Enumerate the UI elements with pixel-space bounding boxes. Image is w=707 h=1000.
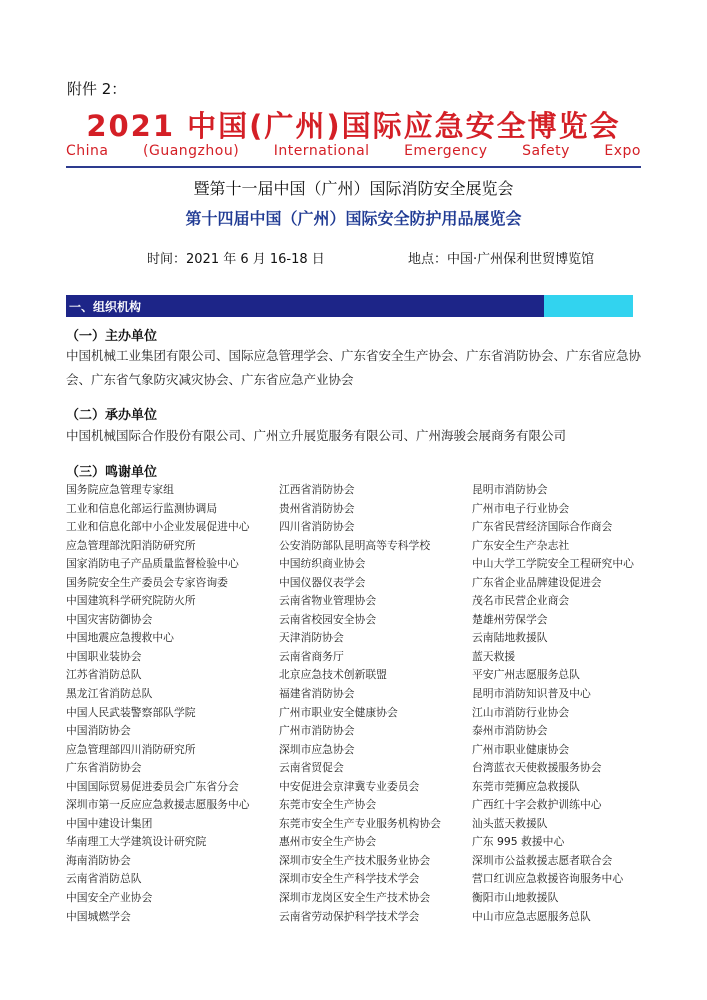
ack-list-item: 北京应急技术创新联盟: [279, 668, 387, 682]
ack-list-item: 广东省消防协会: [66, 761, 142, 775]
ack-list-item: 中国地震应急搜救中心: [66, 631, 174, 645]
ack-list-item: 云南陆地救援队: [472, 631, 548, 645]
ack-list-item: 福建省消防协会: [279, 687, 355, 701]
ack-list-item: 国务院安全生产委员会专家咨询委: [66, 575, 228, 589]
ack-list-item: 深圳市公益救援志愿者联合会: [472, 853, 613, 867]
ack-list-item: 工业和信息化部中小企业发展促进中心: [66, 520, 250, 534]
ack-list-item: 广东省民营经济国际合作商会: [472, 520, 613, 534]
expo-title-cn: 2021 中国(广州)国际应急安全博览会: [86, 109, 621, 143]
subtitle-protection-expo: 第十四届中国（广州）国际安全防护用品展览会: [185, 209, 522, 228]
ack-list-item: 昆明市消防知识普及中心: [472, 687, 591, 701]
organizer-text: 中国机械工业集团有限公司、国际应急管理学会、广东省安全生产协会、广东省消防协会、广东省应急协会、广东省气象防灾减灾协会、广东省应急产业协会: [66, 348, 642, 387]
ack-list-item: 四川省消防协会: [279, 520, 355, 534]
ack-list-item: 云南省劳动保护科学技术学会: [279, 909, 420, 923]
ack-list-item: 中山市应急志愿服务总队: [472, 909, 591, 923]
ack-list-item: 云南省物业管理协会: [279, 594, 377, 608]
ack-list-item: 泰州市消防协会: [472, 724, 548, 738]
ack-list-item: 工业和信息化部运行监测协调局: [66, 501, 218, 515]
ack-list-item: 中国灾害防御协会: [66, 612, 153, 626]
ack-list-item: 中山大学工学院安全工程研究中心: [472, 557, 634, 571]
ack-heading: （三）鸣谢单位: [66, 465, 158, 480]
ack-list-item: 东莞市安全生产协会: [279, 798, 377, 812]
ack-list-item: 汕头蓝天救援队: [472, 816, 548, 830]
ack-list-item: 江苏省消防总队: [66, 668, 142, 682]
ack-list-item: 云南省消防总队: [66, 872, 142, 886]
ack-list-item: 衡阳市山地救援队: [472, 891, 559, 905]
ack-list-item: 云南省贸促会: [279, 761, 344, 775]
ack-list-item: 中国中建设计集团: [66, 816, 153, 830]
ack-list-item: 应急管理部沈阳消防研究所: [66, 538, 196, 552]
ack-list-item: 中国职业装协会: [66, 649, 142, 663]
ack-list-item: 深圳市安全生产科学技术学会: [279, 872, 420, 886]
ack-list-item: 中国国际贸易促进委员会广东省分会: [66, 779, 239, 793]
section-bar-cyan: [544, 295, 633, 317]
ack-list-item: 云南省商务厅: [279, 649, 344, 663]
ack-list-item: 公安消防部队昆明高等专科学校: [279, 538, 431, 552]
ack-list-item: 云南省校园安全协会: [279, 612, 377, 626]
ack-list-item: 广州市电子行业协会: [472, 501, 570, 515]
ack-column-3: [472, 481, 634, 926]
ack-list-item: 深圳市龙岗区安全生产技术协会: [279, 891, 431, 905]
ack-list-item: 中国仪器仪表学会: [279, 575, 366, 589]
ack-column-2: [279, 481, 441, 926]
ack-list-item: 中安促进会京津冀专业委员会: [279, 779, 420, 793]
ack-list-item: 应急管理部四川消防研究所: [66, 742, 196, 756]
ack-list-item: 华南理工大学建筑设计研究院: [66, 835, 207, 849]
host-heading: （二）承办单位: [66, 408, 158, 423]
ack-list-item: 广州市职业健康协会: [472, 742, 570, 756]
event-time: 时间：2021 年 6 月 16-18 日: [147, 252, 325, 267]
ack-list-item: 昆明市消防协会: [472, 483, 548, 496]
ack-list-item: 中国人民武装警察部队学院: [66, 705, 196, 719]
attachment-label: 附件 2：: [67, 80, 127, 98]
ack-list-item: 国务院应急管理专家组: [66, 483, 174, 496]
ack-list-item: 广东省企业品牌建设促进会: [472, 575, 602, 589]
ack-list-item: 广西红十字会救护训练中心: [472, 798, 602, 812]
ack-list-item: 贵州省消防协会: [279, 501, 355, 515]
subtitle-fire-expo: 暨第十一届中国（广州）国际消防安全展览会: [193, 179, 514, 198]
ack-list-item: 深圳市应急协会: [279, 742, 355, 756]
ack-list-item: 中国建筑科学研究院防火所: [66, 594, 196, 608]
ack-list-item: 台湾蓝衣天使救援服务协会: [472, 761, 602, 775]
ack-list-item: 广州市消防协会: [279, 724, 355, 738]
ack-list-item: 国家消防电子产品质量监督检验中心: [66, 557, 239, 571]
ack-list-item: 江山市消防行业协会: [472, 705, 570, 719]
ack-list-item: 平安广州志愿服务总队: [472, 668, 580, 682]
ack-list-item: 海南消防协会: [66, 853, 131, 867]
ack-list-item: 黑龙江省消防总队: [66, 687, 153, 701]
expo-title-en: China (Guangzhou) International Emergency Safety Expo: [66, 143, 641, 159]
title-divider: [66, 166, 641, 168]
ack-list-item: 惠州市安全生产协会: [279, 835, 377, 849]
ack-list-item: 深圳市第一反应应急救援志愿服务中心: [66, 798, 250, 812]
ack-list-item: 中国纺织商业协会: [279, 557, 366, 571]
ack-list-item: 东莞市莞狮应急救援队: [472, 779, 580, 793]
ack-list-item: 中国城燃学会: [66, 909, 131, 923]
ack-list-item: 广州市职业安全健康协会: [279, 705, 398, 719]
event-place: 地点：中国·广州保利世贸博览馆: [408, 252, 595, 267]
ack-column-1: [66, 481, 250, 926]
organizer-heading: （一）主办单位: [66, 329, 158, 344]
ack-list-item: 茂名市民营企业商会: [472, 594, 570, 608]
ack-list-item: 楚雄州劳保学会: [472, 612, 548, 626]
ack-list-item: 中国消防协会: [66, 724, 131, 738]
ack-list-item: 天津消防协会: [279, 631, 344, 645]
ack-list-item: 营口红训应急救援咨询服务中心: [472, 872, 624, 886]
ack-list-item: 江西省消防协会: [279, 483, 355, 496]
section-title: 一、组织机构: [69, 300, 142, 314]
ack-list-item: 广东安全生产杂志社: [472, 538, 570, 552]
ack-list-item: 广东 995 救援中心: [472, 835, 565, 849]
ack-list-item: 深圳市安全生产技术服务业协会: [279, 853, 431, 867]
host-text: 中国机械国际合作股份有限公司、广州立升展览服务有限公司、广州海骏会展商务有限公司: [66, 428, 567, 443]
ack-list-item: 蓝天救援: [472, 649, 516, 663]
ack-list-item: 东莞市安全生产专业服务机构协会: [279, 816, 441, 830]
section-header-bar: [66, 295, 633, 317]
ack-list-item: 中国安全产业协会: [66, 891, 153, 905]
